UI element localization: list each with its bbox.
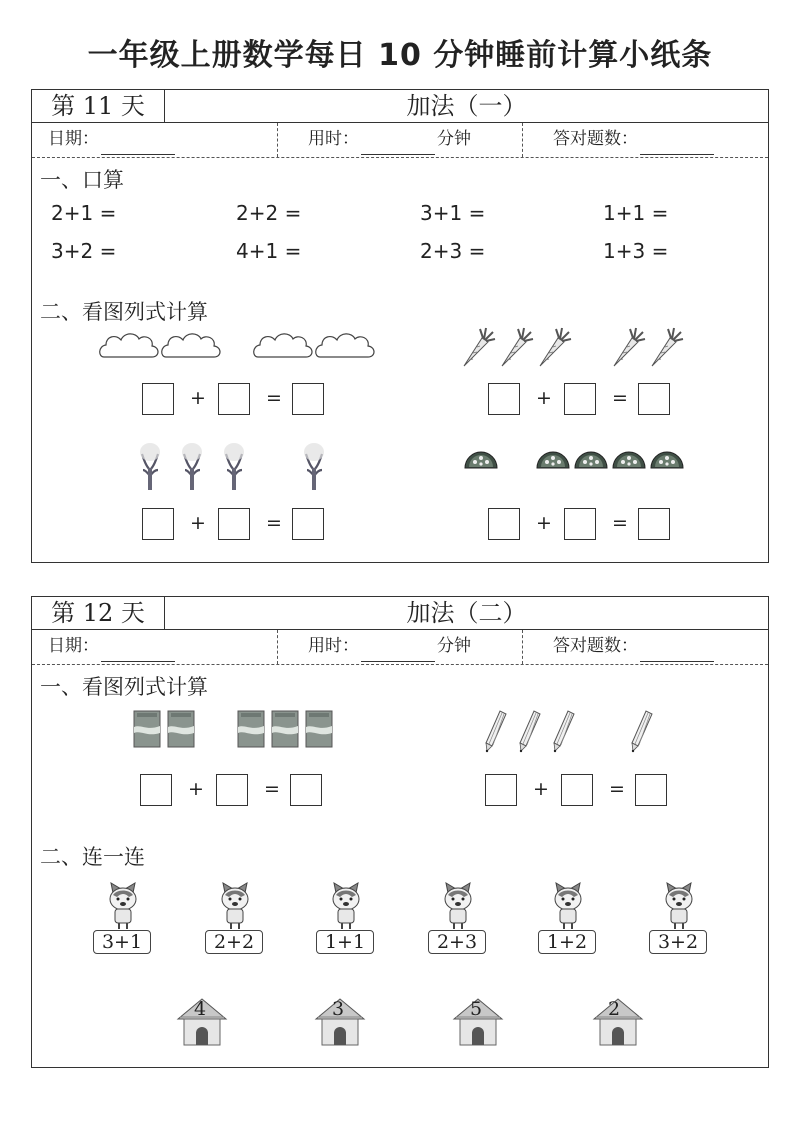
answer-box[interactable] [218,508,250,540]
time-unit: 分钟 [437,129,471,149]
day-12-card [31,596,769,1068]
cloud-icon [162,334,220,357]
page-title: 一年级上册数学每日 10 分钟睡前计算小纸条 [87,38,713,73]
watermelon-icon [575,452,607,468]
answer-box[interactable] [290,774,322,806]
carrot-icon [502,328,533,366]
answer-box[interactable] [635,774,667,806]
watermelons-picture [464,448,704,472]
answer-box[interactable] [488,383,520,415]
milk-carton-icon [134,711,160,747]
carrots-picture [460,326,700,370]
plus-sign: + [188,778,204,800]
info-row [32,630,768,665]
house-number: 3 [332,998,345,1020]
tree-icon [182,443,202,490]
dog-expression[interactable]: 3+2 [649,930,707,954]
mental-problem: 3+1 = [420,201,486,225]
carrot-icon [614,328,645,366]
mental-problem: 1+1 = [603,201,669,225]
correct-cell [523,630,769,664]
watermelon-icon [651,452,683,468]
tree-icon [304,443,324,490]
mental-problem: 4+1 = [236,239,302,263]
dog-icon [663,883,695,931]
date-blank[interactable] [101,134,175,155]
section-heading: 二、看图列式计算 [40,300,208,324]
answer-box[interactable] [292,508,324,540]
card-header [32,597,768,630]
info-row [32,123,768,158]
answer-box[interactable] [142,383,174,415]
correct-blank[interactable] [640,134,714,155]
dog-expression[interactable]: 2+3 [428,930,486,954]
time-blank[interactable] [361,641,435,662]
mental-problem: 2+2 = [236,201,302,225]
equals-sign: = [612,512,628,534]
dog-expression[interactable]: 3+1 [93,930,151,954]
time-cell [278,123,523,157]
watermelon-icon [613,452,645,468]
mental-problem: 3+2 = [51,239,117,263]
mental-problem: 2+3 = [420,239,486,263]
dog-expression[interactable]: 2+2 [205,930,263,954]
answer-box[interactable] [488,508,520,540]
cloud-icon [100,334,158,357]
trees-picture [140,440,340,492]
day-11-card [31,89,769,563]
answer-box[interactable] [292,383,324,415]
time-label: 用时： [308,636,359,656]
answer-box[interactable] [140,774,172,806]
answer-box[interactable] [638,508,670,540]
house-number: 2 [608,998,621,1020]
section-heading: 一、口算 [40,168,124,192]
dog-icon [552,883,584,931]
tree-icon [224,443,244,490]
carrot-icon [540,328,571,366]
answer-box[interactable] [561,774,593,806]
equation-row [488,508,678,542]
answer-box[interactable] [485,774,517,806]
equation-row [140,774,330,808]
milk-carton-icon [168,711,194,747]
dog-icon [330,883,362,931]
pencils-picture [482,707,662,755]
pencil-icon [520,711,540,752]
lesson-title: 加法（一） [406,92,527,120]
equals-sign: = [266,512,282,534]
dog-expression[interactable]: 1+1 [316,930,374,954]
date-label: 日期： [48,636,99,656]
equals-sign: = [609,778,625,800]
answer-box[interactable] [564,383,596,415]
correct-label: 答对题数： [553,636,638,656]
equals-sign: = [612,387,628,409]
equation-row [485,774,675,808]
answer-box[interactable] [638,383,670,415]
answer-box[interactable] [218,383,250,415]
equation-row [142,383,332,417]
day-label: 第 12 天 [32,597,165,629]
equation-row [488,383,678,417]
clouds-picture [100,331,380,361]
plus-sign: + [536,512,552,534]
date-blank[interactable] [101,641,175,662]
date-cell [32,630,278,664]
day-label: 第 11 天 [32,90,165,122]
pencil-icon [554,711,574,752]
date-label: 日期： [48,129,99,149]
equation-row [142,508,332,542]
plus-sign: + [190,387,206,409]
carrot-icon [464,328,495,366]
lesson-title: 加法（二） [406,599,527,627]
time-label: 用时： [308,129,359,149]
watermelon-icon [537,452,569,468]
dog-icon [219,883,251,931]
answer-box[interactable] [564,508,596,540]
card-header [32,90,768,123]
plus-sign: + [190,512,206,534]
pencil-icon [486,711,506,752]
milk-carton-icon [272,711,298,747]
house-number: 5 [470,998,483,1020]
time-unit: 分钟 [437,636,471,656]
correct-cell [523,123,769,157]
mental-problem: 1+3 = [603,239,669,263]
plus-sign: + [536,387,552,409]
date-cell [32,123,278,157]
equals-sign: = [266,387,282,409]
cloud-icon [316,334,374,357]
answer-box[interactable] [216,774,248,806]
cloud-icon [254,334,312,357]
dog-icon [107,883,139,931]
cartons-picture [134,711,344,751]
time-cell [278,630,523,664]
plus-sign: + [533,778,549,800]
section-heading: 二、连一连 [40,845,145,869]
carrot-icon [652,328,683,366]
mental-problem: 2+1 = [51,201,117,225]
correct-blank[interactable] [640,641,714,662]
milk-carton-icon [306,711,332,747]
equals-sign: = [264,778,280,800]
dog-icon [442,883,474,931]
section-heading: 一、看图列式计算 [40,675,208,699]
pencil-icon [632,711,652,752]
milk-carton-icon [238,711,264,747]
dog-expression[interactable]: 1+2 [538,930,596,954]
time-blank[interactable] [361,134,435,155]
house-number: 4 [194,998,207,1020]
tree-icon [140,443,160,490]
correct-label: 答对题数： [553,129,638,149]
watermelon-icon [465,452,497,468]
answer-box[interactable] [142,508,174,540]
